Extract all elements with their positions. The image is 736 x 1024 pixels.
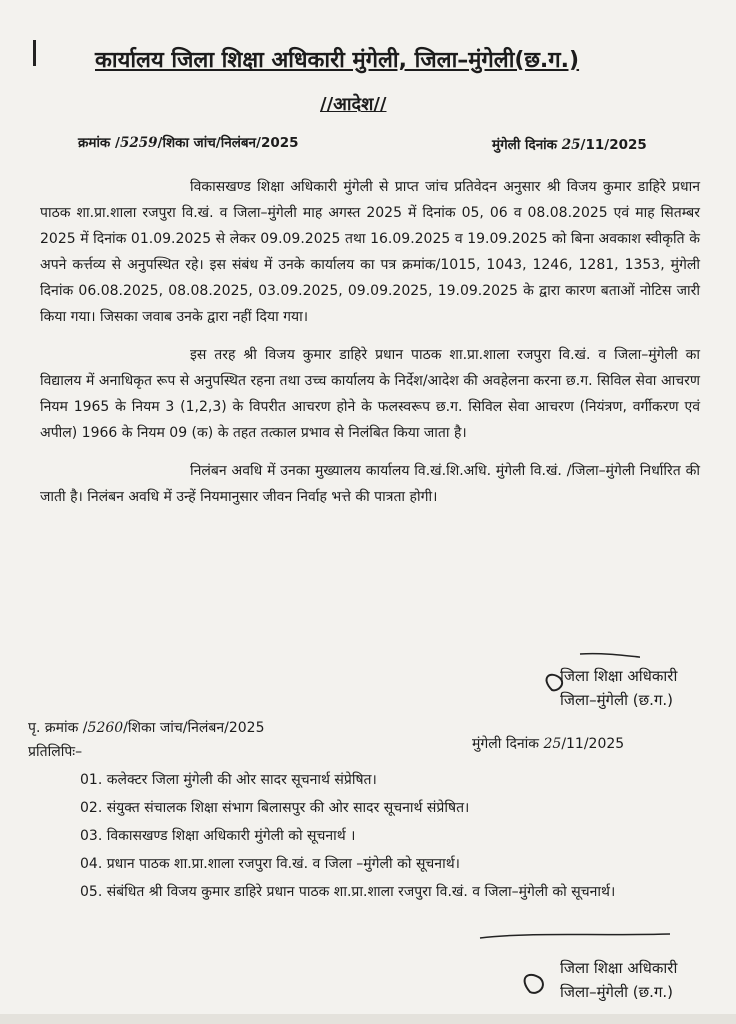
copy-item-4: 04. प्रधान पाठक शा.प्रा.शाला रजपुरा वि.खं. व जिला –मुंगेली को सूचनार्थ। [80,856,460,872]
copy-item-2: 02. संयुक्त संचालक शिक्षा संभाग बिलासपुर की ओर सादर सूचनार्थ संप्रेषित। [80,800,470,816]
endorsement-date [472,734,624,753]
bottom-edge [0,1014,736,1024]
endorsement-date-prefix: मुंगेली दिनांक [472,736,540,752]
endorsement-date-rest: /11/2025 [561,736,625,752]
copy-item-3: 03. विकासखण्ड शिक्षा अधिकारी मुंगेली को सूचनार्थ । [80,828,356,844]
signature-1-block [560,664,677,712]
endorsement-prefix: पृ. क्रमांक / [28,720,88,736]
signature-1-designation: जिला शिक्षा अधिकारी [560,667,678,685]
copy-label: प्रतिलिपिः– [28,744,83,760]
signature-2-block [560,956,677,1004]
signature-1-office: जिला–मुंगेली (छ.ग.) [560,691,674,709]
ref-suffix: /शिका जांच/निलंबन/2025 [157,135,299,151]
margin-mark [33,40,36,66]
ref-date-prefix: मुंगेली दिनांक [492,137,558,153]
ref-number-handwritten: 5259 [119,135,158,151]
signature-2-office: जिला–मुंगेली (छ.ग.) [560,983,674,1001]
endorsement-number-handwritten: 5260 [87,720,124,736]
copy-item-5: 05. संबंधित श्री विजय कुमार डाहिरे प्रधान पाठक शा.प्रा.शाला रजपुरा वि.खं. व जिला–मुंगेली को सूचनार्थ। [80,884,616,900]
ref-date-day: 25 [561,137,581,153]
endorsement-suffix: /शिका जांच/निलंबन/2025 [123,720,265,736]
body-paragraph-3: निलंबन अवधि में उनका मुख्यालय कार्यालय वि.खं.शि.अधि. मुंगेली वि.खं. /जिला–मुंगेली निर्धारित की जाती है। निलंबन अवधि में उन्हें नियमानुसार जीवन निर्वाह भत्ते की पात्रता होगी। [40,463,700,505]
order-body [40,174,700,510]
reference-date [492,135,647,153]
endorsement-number [28,718,264,737]
ref-prefix: क्रमांक / [78,135,120,151]
copy-item-1: 01. कलेक्टर जिला मुंगेली की ओर सादर सूचनार्थ संप्रेषित। [80,772,377,788]
ref-date-rest: /11/2025 [580,137,647,153]
office-title: कार्यालय जिला शिक्षा अधिकारी मुंगेली, जिला–मुंगेली(छ.ग.) [95,48,580,73]
body-paragraph-1: विकासखण्ड शिक्षा अधिकारी मुंगेली से प्राप्त जांच प्रतिवेदन अनुसार श्री विजय कुमार डाहिरे प्रधान पाठक शा.प्रा.शाला रजपुरा वि.खं. व जिला–मुंगेली माह अगस्त 2025 में दिनांक 05, 06 व 08.08.2025 एवं माह सितम्बर 2025 में दिनांक 01.09.2025 से लेकर 09.09.2025 तथा 16.09.2025 व 19.09.2025 को बिना अवकाश स्वीकृति के अपने कर्त्तव्य से अनुपस्थित रहे। इस संबंध में उनके कार्यालय का पत्र क्रमांक/1015, 1043, 1246, 1281, 1353, मुंगेली दिनांक 06.08.2025, 08.08.2025, 03.09.2025, 09.09.2025, 19.09.2025 के द्वारा कारण बताओं नोटिस जारी किया गया। जिसका जवाब उनके द्वारा नहीं दिया गया। [40,179,700,325]
reference-number [78,133,299,151]
signature-2-designation: जिला शिक्षा अधिकारी [560,959,678,977]
order-heading: //आदेश// [320,94,387,115]
body-paragraph-2: इस तरह श्री विजय कुमार डाहिरे प्रधान पाठक शा.प्रा.शाला रजपुरा वि.खं. व जिला–मुंगेली का विद्यालय में अनाधिकृत रूप से अनुपस्थित रहना तथा उच्च कार्यालय के निर्देश/आदेश की अवहेलना करना छ.ग. सिविल सेवा आचरण नियम 1965 के नियम 3 (1,2,3) के विपरीत आचरण होने के फलस्वरूप छ.ग. सिविल सेवा आचरण (नियंत्रण, वर्गीकरण एवं अपील) 1966 के नियम 09 (क) के तहत तत्काल प्रभाव से निलंबित किया जाता है। [40,347,700,441]
copy-list [80,768,700,908]
endorsement-date-day: 25 [543,736,562,752]
